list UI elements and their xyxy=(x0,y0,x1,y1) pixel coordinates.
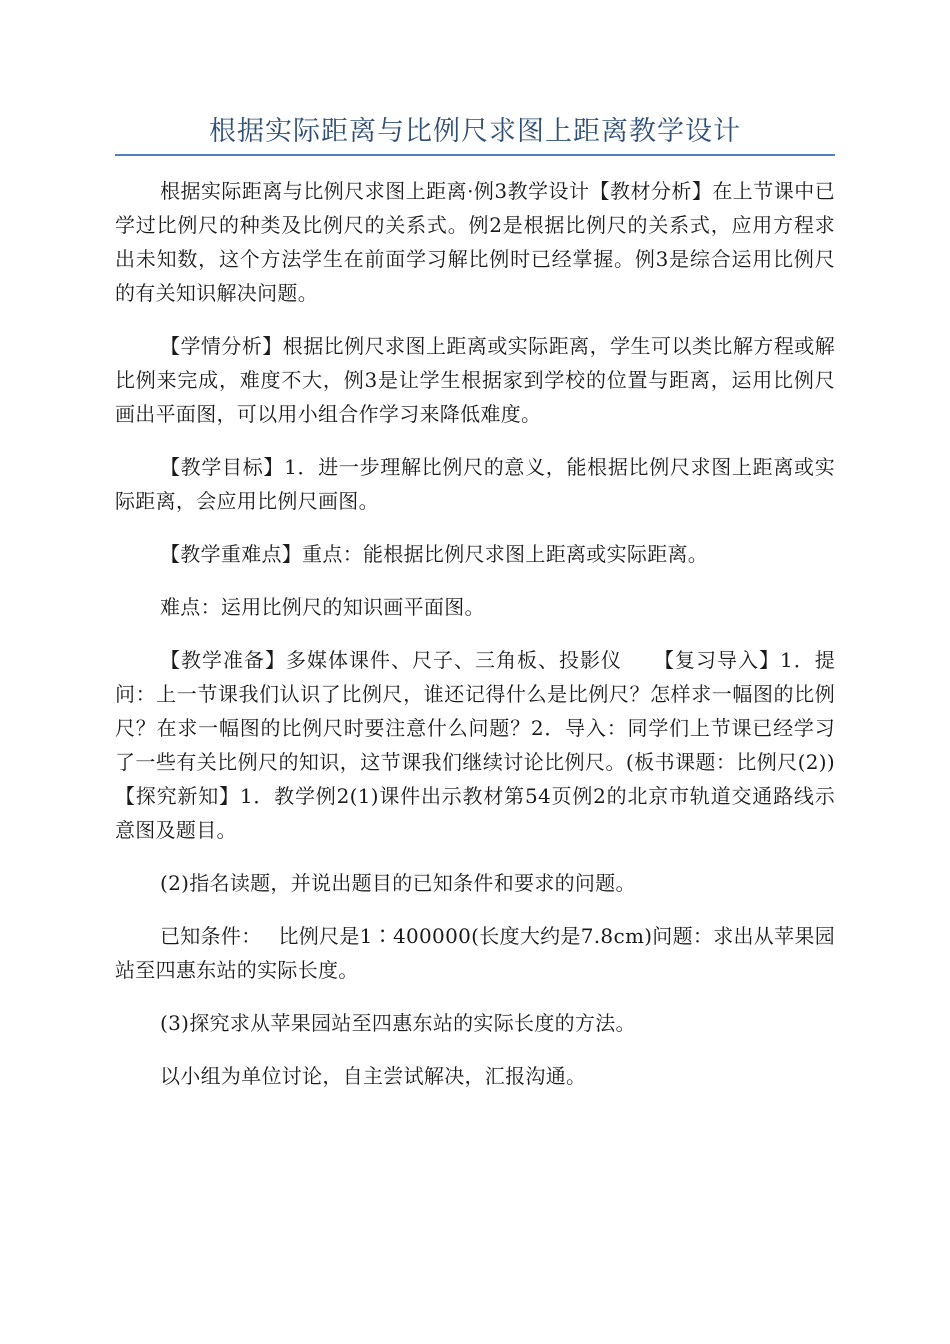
paragraph-key-points: 【教学重难点】重点：能根据比例尺求图上距离或实际距离。 xyxy=(160,542,709,566)
paragraph-difficulty: 难点：运用比例尺的知识画平面图。 xyxy=(160,595,485,619)
document-title: 根据实际距离与比例尺求图上距离教学设计 xyxy=(209,116,741,147)
paragraph-textbook-analysis: 根据实际距离与比例尺求图上距离·例3教学设计【教材分析】在上节课中已学过比例尺的种类及比例尺的关系式。例2是根据比例尺的关系式，应用方程求出未知数，这个方法学生在前面学习解比例时已经掌握。例3是综合运用比例尺的有关知识解决问题。 xyxy=(115,179,835,305)
paragraph-student-analysis: 【学情分析】根据比例尺求图上距离或实际距离，学生可以类比解方程或解比例来完成，难度不大，例3是让学生根据家到学校的位置与距离，运用比例尺画出平面图，可以用小组合作学习来降低难度。 xyxy=(115,334,835,426)
document-body xyxy=(115,174,835,1112)
paragraph-explore-method: (3)探究求从苹果园站至四惠东站的实际长度的方法。 xyxy=(160,1011,636,1035)
paragraph-read-question: (2)指名读题，并说出题目的已知条件和要求的问题。 xyxy=(160,871,636,895)
paragraph-group-discussion: 以小组为单位讨论，自主尝试解决，汇报沟通。 xyxy=(160,1064,587,1088)
title-underline xyxy=(115,154,835,156)
paragraph-teaching-goals: 【教学目标】1．进一步理解比例尺的意义，能根据比例尺求图上距离或实际距离，会应用比例尺画图。 xyxy=(115,455,835,513)
paragraph-known-conditions: 已知条件： 比例尺是1∶400000(长度大约是7.8cm)问题：求出从苹果园站至四惠东站的实际长度。 xyxy=(115,924,836,982)
paragraph-preparation: 【教学准备】多媒体课件、尺子、三角板、投影仪 【复习导入】1．提问：上一节课我们认识了比例尺，谁还记得什么是比例尺？怎样求一幅图的比例尺？在求一幅图的比例尺时要注意什么问题？2．导入：同学们上节课已经学习了一些有关比例尺的知识，这节课我们继续讨论比例尺。(板书课题：比例尺(2))【探究新知】1．教学例2(1)课件出示教材第54页例2的北京市轨道交通路线示意图及题目。 xyxy=(115,648,835,842)
